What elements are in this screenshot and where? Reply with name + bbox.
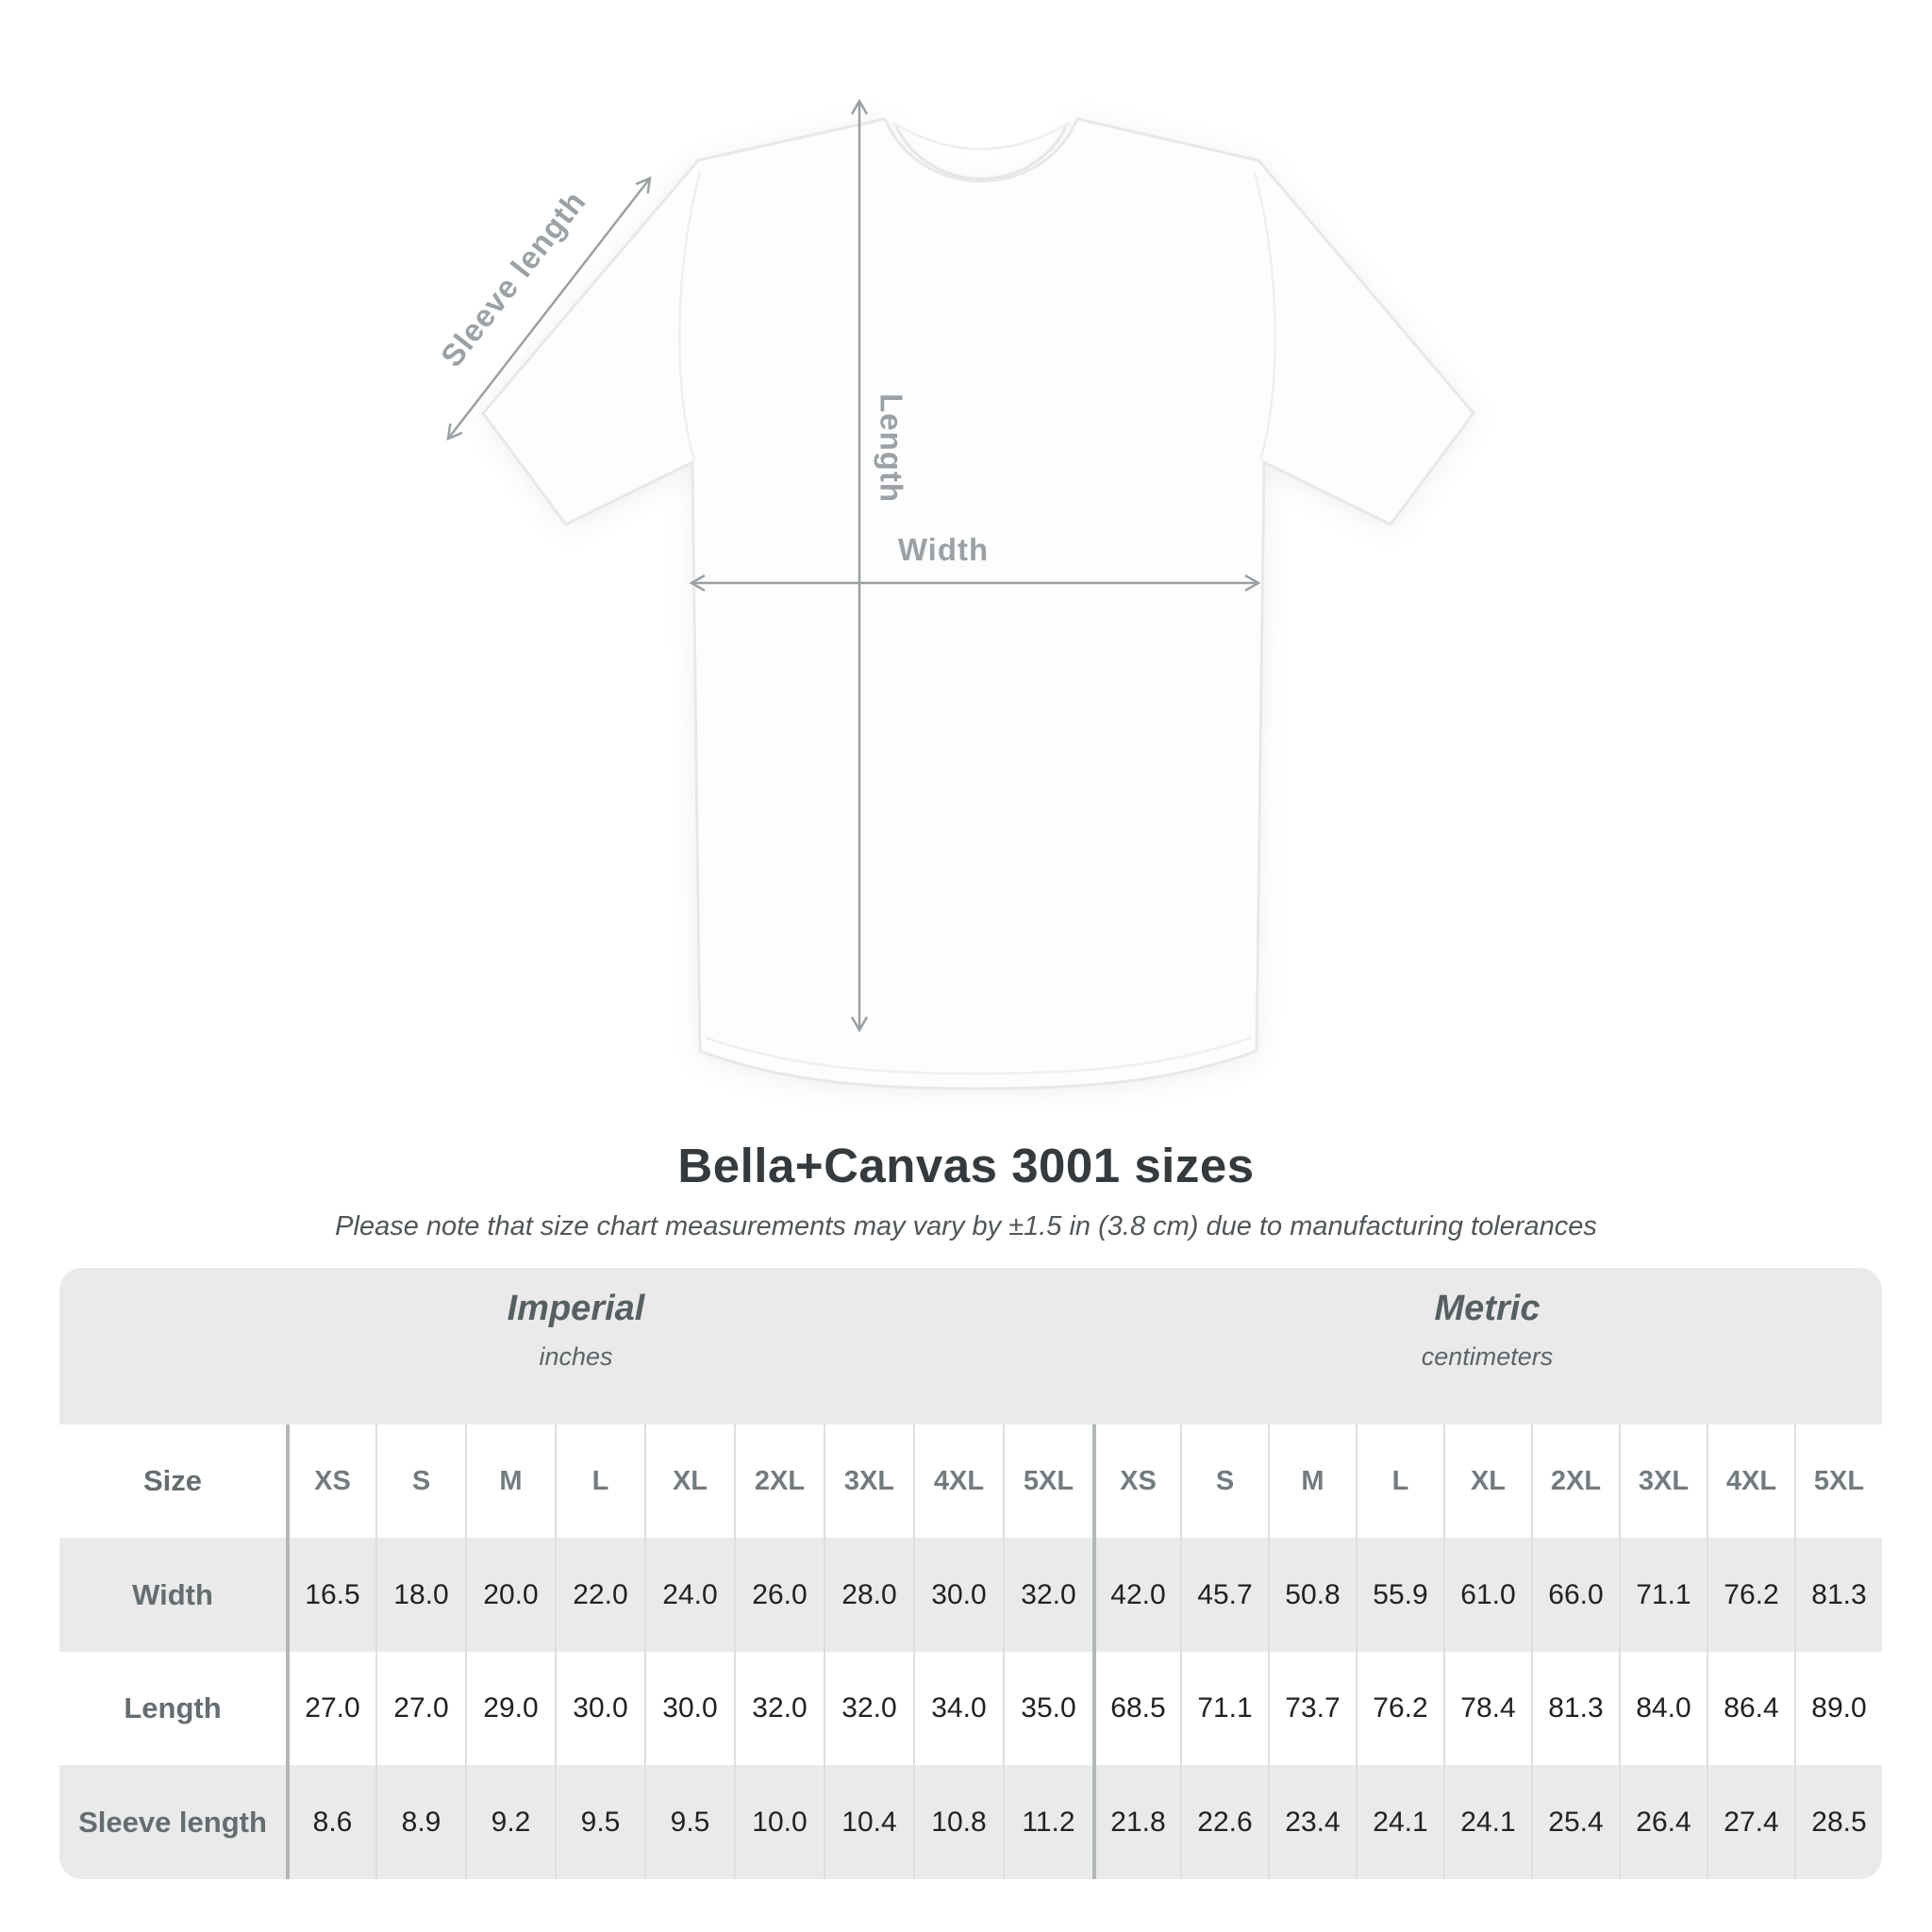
value-cell: 28.5 bbox=[1794, 1765, 1882, 1879]
value-cell: 21.8 bbox=[1092, 1765, 1180, 1879]
value-cell: 71.1 bbox=[1180, 1652, 1268, 1765]
value-cell: 76.2 bbox=[1707, 1538, 1794, 1652]
sleeve-length-label: Sleeve length bbox=[433, 183, 592, 374]
width-label: Width bbox=[897, 532, 990, 567]
value-cell: 35.0 bbox=[1003, 1652, 1092, 1765]
value-cell: 68.5 bbox=[1092, 1652, 1180, 1765]
value-cell: 42.0 bbox=[1092, 1538, 1180, 1652]
imperial-heading: Imperial bbox=[507, 1289, 645, 1328]
value-cell: 27.0 bbox=[375, 1652, 465, 1765]
value-cell: 32.0 bbox=[734, 1652, 824, 1765]
size-col-header: 2XL bbox=[1531, 1424, 1619, 1538]
size-col-header: 4XL bbox=[913, 1424, 1003, 1538]
size-col-header: XS bbox=[1092, 1424, 1180, 1538]
value-cell: 8.9 bbox=[375, 1765, 465, 1879]
value-cell: 76.2 bbox=[1356, 1652, 1443, 1765]
value-cell: 23.4 bbox=[1268, 1765, 1356, 1879]
page-subtitle: Please note that size chart measurements may vary by ±1.5 in (3.8 cm) due to manufacturing tolerances bbox=[335, 1211, 1597, 1241]
value-cell: 27.4 bbox=[1707, 1765, 1794, 1879]
unit-header-band bbox=[59, 1268, 1882, 1424]
measurement-grid bbox=[59, 1424, 1882, 1879]
size-col-header: XS bbox=[286, 1424, 375, 1538]
size-col-header: XL bbox=[1443, 1424, 1531, 1538]
size-column-header: Size bbox=[59, 1424, 286, 1538]
size-col-header: XL bbox=[644, 1424, 734, 1538]
value-cell: 50.8 bbox=[1268, 1538, 1356, 1652]
size-col-header: 3XL bbox=[1619, 1424, 1707, 1538]
size-col-header: M bbox=[465, 1424, 555, 1538]
value-cell: 45.7 bbox=[1180, 1538, 1268, 1652]
size-col-header: L bbox=[555, 1424, 644, 1538]
size-col-header: M bbox=[1268, 1424, 1356, 1538]
metric-unit: centimeters bbox=[1421, 1342, 1554, 1371]
value-cell: 22.0 bbox=[555, 1538, 644, 1652]
value-cell: 28.0 bbox=[824, 1538, 913, 1652]
length-label: Length bbox=[874, 393, 909, 503]
value-cell: 71.1 bbox=[1619, 1538, 1707, 1652]
unit-group-metric bbox=[1092, 1268, 1882, 1424]
imperial-unit: inches bbox=[539, 1342, 613, 1371]
value-cell: 24.1 bbox=[1443, 1765, 1531, 1879]
value-cell: 73.7 bbox=[1268, 1652, 1356, 1765]
value-cell: 9.5 bbox=[644, 1765, 734, 1879]
value-cell: 24.1 bbox=[1356, 1765, 1443, 1879]
page-title: Bella+Canvas 3001 sizes bbox=[677, 1139, 1255, 1192]
value-cell: 34.0 bbox=[913, 1652, 1003, 1765]
value-cell: 9.2 bbox=[465, 1765, 555, 1879]
back-collar-graphic bbox=[892, 123, 1070, 149]
value-cell: 30.0 bbox=[555, 1652, 644, 1765]
value-cell: 24.0 bbox=[644, 1538, 734, 1652]
value-cell: 10.8 bbox=[913, 1765, 1003, 1879]
size-col-header: S bbox=[1180, 1424, 1268, 1538]
size-col-header: 5XL bbox=[1794, 1424, 1882, 1538]
value-cell: 29.0 bbox=[465, 1652, 555, 1765]
size-col-header: 3XL bbox=[824, 1424, 913, 1538]
value-cell: 81.3 bbox=[1531, 1652, 1619, 1765]
value-cell: 66.0 bbox=[1531, 1538, 1619, 1652]
value-cell: 84.0 bbox=[1619, 1652, 1707, 1765]
size-col-header: 4XL bbox=[1707, 1424, 1794, 1538]
metric-heading: Metric bbox=[1434, 1289, 1541, 1328]
size-col-header: 5XL bbox=[1003, 1424, 1092, 1538]
value-cell: 26.0 bbox=[734, 1538, 824, 1652]
value-cell: 10.4 bbox=[824, 1765, 913, 1879]
value-cell: 81.3 bbox=[1794, 1538, 1882, 1652]
value-cell: 55.9 bbox=[1356, 1538, 1443, 1652]
value-cell: 26.4 bbox=[1619, 1765, 1707, 1879]
row-label: Length bbox=[59, 1652, 286, 1765]
value-cell: 32.0 bbox=[824, 1652, 913, 1765]
value-cell: 8.6 bbox=[286, 1765, 375, 1879]
value-cell: 89.0 bbox=[1794, 1652, 1882, 1765]
value-cell: 11.2 bbox=[1003, 1765, 1092, 1879]
size-col-header: L bbox=[1356, 1424, 1443, 1538]
value-cell: 16.5 bbox=[286, 1538, 375, 1652]
unit-group-imperial bbox=[59, 1268, 1092, 1424]
value-cell: 9.5 bbox=[555, 1765, 644, 1879]
value-cell: 20.0 bbox=[465, 1538, 555, 1652]
value-cell: 25.4 bbox=[1531, 1765, 1619, 1879]
value-cell: 32.0 bbox=[1003, 1538, 1092, 1652]
size-col-header: S bbox=[375, 1424, 465, 1538]
value-cell: 86.4 bbox=[1707, 1652, 1794, 1765]
value-cell: 61.0 bbox=[1443, 1538, 1531, 1652]
value-cell: 30.0 bbox=[644, 1652, 734, 1765]
value-cell: 27.0 bbox=[286, 1652, 375, 1765]
size-table bbox=[59, 1268, 1882, 1879]
value-cell: 18.0 bbox=[375, 1538, 465, 1652]
tshirt-graphic bbox=[483, 119, 1474, 1089]
value-cell: 10.0 bbox=[734, 1765, 824, 1879]
size-col-header: 2XL bbox=[734, 1424, 824, 1538]
value-cell: 78.4 bbox=[1443, 1652, 1531, 1765]
value-cell: 30.0 bbox=[913, 1538, 1003, 1652]
row-label: Width bbox=[59, 1538, 286, 1652]
value-cell: 22.6 bbox=[1180, 1765, 1268, 1879]
row-label: Sleeve length bbox=[59, 1765, 286, 1879]
